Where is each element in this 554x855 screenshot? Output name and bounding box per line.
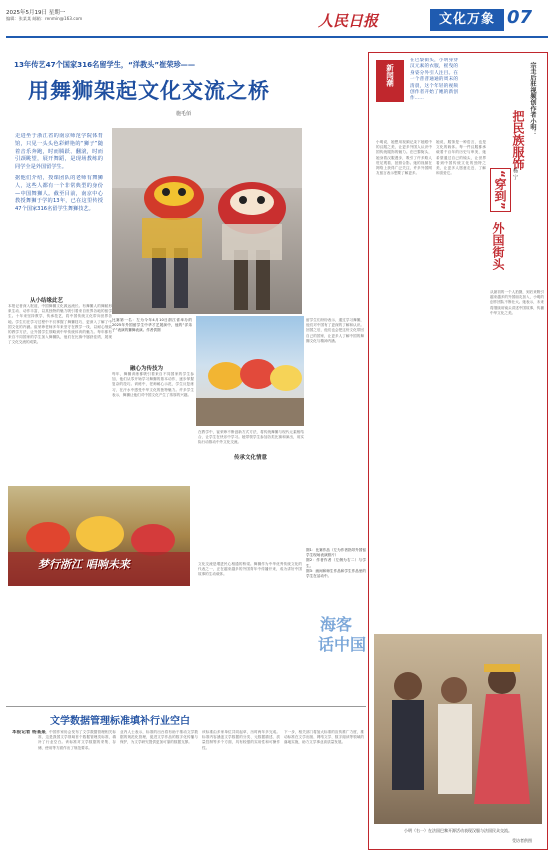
watermark-line-2: 话中国 [318,635,367,654]
main-kicker: 13年传艺47个国家316名留学生，“洋教头”崔荣珍—— [14,60,196,69]
performance-photo [8,486,190,586]
right-body-col-1: 小明说，她想用视频记录下她眼中的汉服之美，让更多外国人认识中国传统服饰的魅力。在巴黎街头，她身着汉服漫步，吸引了许多路人驻足观看、拍照合影。她的视频在网络上获得广泛关注，许多外国网友留言表示想要了解更多。 [376,140,432,176]
right-title-1: 把民族服饰 [511,110,525,170]
lion-group-photo [196,316,304,426]
hanfu-illustration [374,634,542,824]
right-inner-column-body: 留学生们纷纷表示，通过学习舞狮，他们对中国有了更深的了解和认识。回国之后，他们也会把这份文化带回自己的国家，让更多人了解中国的舞狮文化与精神内涵。 [306,318,364,343]
right-lead: 在巴黎街头，小明身穿汉元素的衣服，摇曳的身姿分外引人注目。在一个普普通通的周末的清晨，这个年轻的视频创作者开始了她的新创作…… [410,58,458,102]
intro-paragraph: 走进坐于浙江省的南京师范学院体育馆，只见一头头色彩鲜艳的“狮子”随着音乐奔跑，时而腾跃、翻滚，时而引颈眺望，展开舞蹈，是现场教练的同学全是外国留学生。 [15,133,103,171]
intro-paragraph-2: 据他们介绍，授课团队的老师有舞狮人，这些人都有一个非常典型的身份—中国舞狮人。截至目前，南京中心教授舞狮于学的13年，已在这里传授47个国家316名留学生舞狮技艺。 [15,174,103,213]
page-number: 07 [507,7,533,28]
bottom-byline: 本报记者 杨某某 [12,730,46,735]
banner-text: 梦行浙江 唱响未来 [38,558,130,571]
date-line: 2025年5月19日 星期一 [6,10,66,16]
right-kicker: 宗圭后驻视频创作者小明： [529,62,536,137]
watermark-line-1: 海客 [320,615,353,634]
sub-heading-3: 传承文化情意 [234,455,268,461]
bottom-rule [6,706,366,707]
bottom-col-2: 业内人士表示，标准的出台将有助于推动文学数据的规范化管理，促进文学作品的数字化传播与保护，为文学研究提供更加可靠的数据支撑。 [120,730,198,745]
bottom-col-1: 近日，中国作家协会发布了文学数据管理相关标准，这是我国文学领域首个数据管理类标准，填补了行业空白。该标准对文学数据的采集、存储、使用等方面作出了规范要求。 [38,730,116,750]
photo-captions-list: 图1：比赛作品（左为作者指导外国留学生现场表演照片） 图2：作者作者（左侧为右二）与学生。 图3：画间和师生作品和学生作品里的学生在活动中。 [306,548,366,579]
main-headline: 用舞狮架起文化交流之桥 [28,79,270,103]
right-body-col-3: 从最初的一个人拍摄，到后来吸引越来越多的外国朋友加入，小明的创作团队不断壮大。她表示，未来将继续用镜头讲述中国故事，传播中华文化之美。 [490,290,544,315]
editors-line: 编辑：张某某 邮箱：renmin@163.com [6,16,83,21]
right-author: 杨 宁 [512,168,518,180]
lion-group-illustration [196,316,304,426]
bottom-headline: 文学数据管理标准填补行业空白 [50,716,190,727]
sub-heading-2: 融心为传技为 [130,366,164,372]
photo-caption-1: 比赛第一名：左为今年4月10日浙江省举办的2025年外国留学生中华才艺展演中，他的“洋弟子”表演的狮舞表演。作者供图 [112,318,192,333]
masthead [0,0,554,40]
intro-box [12,130,106,278]
paper-logo: 人民日报 [318,12,379,30]
right-title-3: 外国街头 [491,222,505,270]
masthead-rule [6,36,548,38]
right-title-2: “穿到” [490,168,511,212]
center-column-body: 在教学中，崔荣珍不断创新方式方法，将传统舞狮与现代元素相结合，让学生在快乐中学习。她带领学生参加各类比赛和演出，用实际行动推动中外文化交流。 [198,430,304,445]
sub-heading-1: 从小结缘此艺 [30,298,64,304]
news-badge [376,60,404,102]
lower-center-body: 文化交流是增进民心相通的桥梁。舞狮作为中华优秀传统文化的代表之一，正在越来越多的外国青年中传播开来，成为讲好中国故事的生动载体。 [198,562,302,577]
right-photo-credit: 受访者供图 [512,838,532,843]
middle-column-body: 每年，舞狮训练都吸引着来自不同国家的学生参加，他们从零开始学习舞狮的基本动作，逐步掌握复杂的技巧。训练中，老师耐心示范，学生反复练习，在汗水中感受中华文化的独特魅力。许多学生表示，舞狮让他们对中国文化产生了浓厚的兴趣。 [112,372,194,397]
bottom-col-3: 该标准由多家单位共同起草，历时两年多完成。标准内容涵盖文学数据的分类、元数据描述、质量控制等多个方面，具有较强的实用性和可操作性。 [202,730,280,750]
bottom-col-4: 下一步，相关部门将加大标准的宣传推广力度，推动标准在文学出版、网络文学、数字阅读等领域的落地实施，助力文学事业高质量发展。 [284,730,364,745]
news-badge-label: 新闻潮 [385,64,395,87]
main-byline: 施毛佰 [176,111,192,117]
right-body-col-2: 她说，服饰是一种语言，也是文化的载体。每一件汉服都承载着千百年的历史与审美，她希望通过自己的镜头，让世界看到中国传统文化的独特之美，让更多人愿意走近、了解和喜爱它。 [436,140,486,176]
right-photo-caption: 小明（右一）在法国巴黎开源活动表现汉服与法国民众交流。 [404,828,512,833]
lion-head-illustration [112,128,302,314]
left-column-body: 本报记者深入报道，中国舞狮文化源远流长。有舞狮人的舞蹈形象生动、动作丰富，以其独特的魅力吸引着来自世界各地的留学生。十年来坚持教学，传承技艺，将中国传统文化带向世界各地。学生们在学习过程中不仅掌握了舞狮技巧，更深入了解了中国文化的内涵。崔荣珍老师多年来坚守在教学一线，以耐心细致的教学方法，让外国学生领略到中华传统体育的魅力。每年都有来自不同国家的学生加入舞狮队，他们在比赛中屡获佳绩，展现了文化交流的成果。 [8,304,112,345]
hanfu-photo [374,634,542,824]
lion-dance-photo [112,128,302,314]
section-title: 文化万象 [430,9,504,31]
